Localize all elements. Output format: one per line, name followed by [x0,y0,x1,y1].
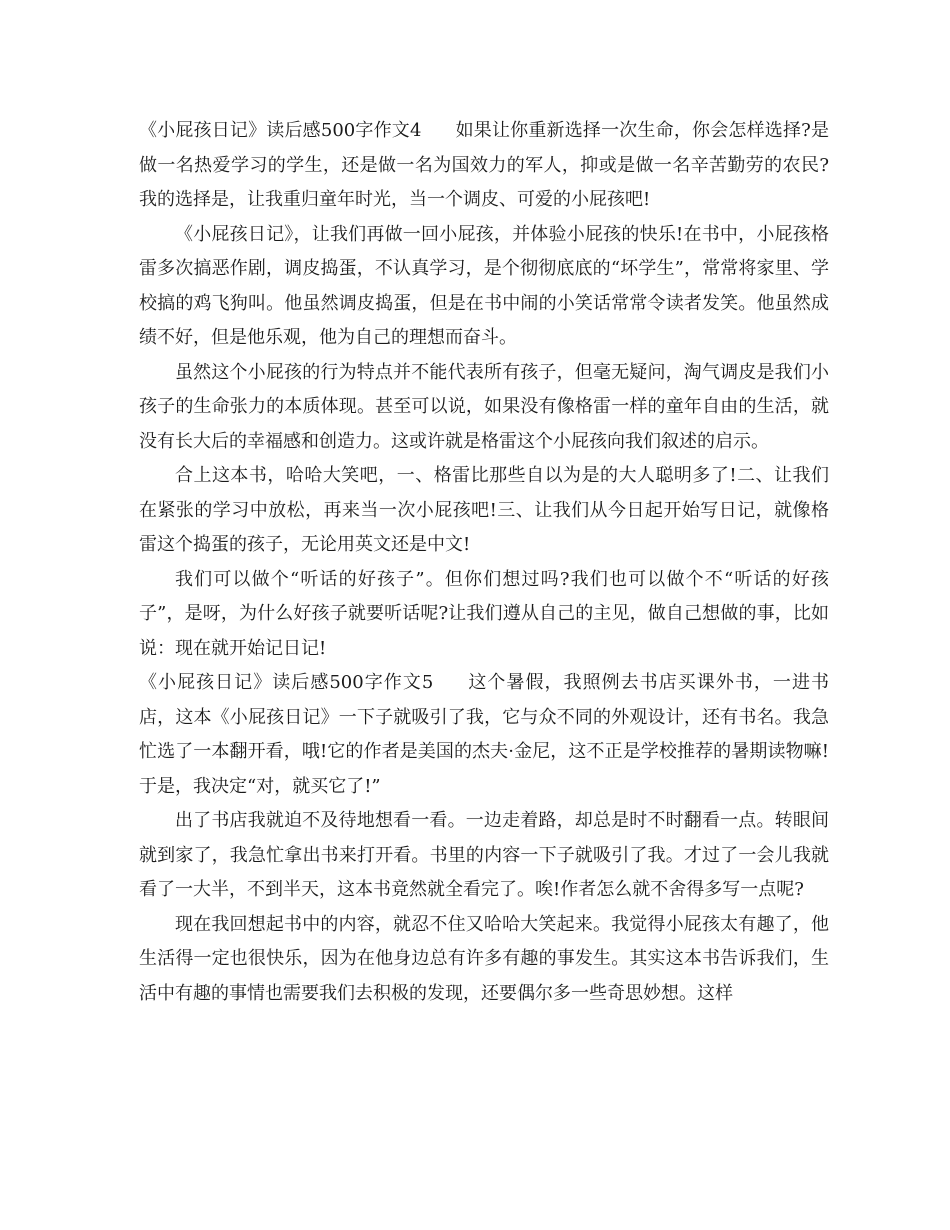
essay-4-heading: 《小屁孩日记》读后感500字作文4 [139,120,422,141]
essay-4-intro-paragraph [139,114,829,218]
essay-5-heading: 《小屁孩日记》读后感500字作文5 [139,672,434,693]
essay-4-paragraph-4: 我们可以做个“听话的好孩子”。但你们想过吗?我们也可以做个不“听话的好孩子”，是呀，为什么好孩子就要听话呢?让我们遵从自己的主见，做自己想做的事，比如说：现在就开始记日记! [139,568,829,659]
document-page [139,114,829,1011]
essay-5-intro-text: 这个暑假，我照例去书店买课外书，一进书店，这本《小屁孩日记》一下子就吸引了我，它与众不同的外观设计，还有书名。我急忙选了一本翻开看，哦!它的作者是美国的杰夫·金尼，这不正是学校推荐的暑期读物嘛!于是，我决定“对，就买它了!” [139,672,829,797]
essay-5-paragraph-1: 出了书店我就迫不及待地想看一看。一边走着路，却总是时不时翻看一点。转眼间就到家了，我急忙拿出书来打开看。书里的内容一下子就吸引了我。才过了一会儿我就看了一大半，不到半天，这本书竟然就全看完了。唉!作者怎么就不舍得多写一点呢? [139,810,829,900]
essay-4-paragraph-2: 虽然这个小屁孩的行为特点并不能代表所有孩子，但毫无疑问，淘气调皮是我们小孩子的生命张力的本质体现。甚至可以说，如果没有像格雷一样的童年自由的生活，就没有长大后的幸福感和创造力。这或许就是格雷这个小屁孩向我们叙述的启示。 [139,361,829,452]
essay-5-paragraph-2: 现在我回想起书中的内容，就忍不住又哈哈大笑起来。我觉得小屁孩太有趣了，他生活得一定也很快乐，因为在他身边总有许多有趣的事发生。其实这本书告诉我们，生活中有趣的事情也需要我们去积极的发现，还要偶尔多一些奇思妙想。这样 [139,913,829,1004]
essay-4-paragraph-3: 合上这本书，哈哈大笑吧，一、格雷比那些自以为是的大人聪明多了!二、让我们在紧张的学习中放松，再来当一次小屁孩吧!三、让我们从今日起开始写日记，就像格雷这个捣蛋的孩子，无论用英文还是中文! [139,465,829,555]
essay-5-intro-paragraph [139,666,829,804]
essay-4-paragraph-1: 《小屁孩日记》，让我们再做一回小屁孩，并体验小屁孩的快乐!在书中，小屁孩格雷多次搞恶作剧，调皮捣蛋，不认真学习，是个彻彻底底的“坏学生”，常常将家里、学校搞的鸡飞狗叫。他虽然调皮捣蛋，但是在书中闹的小笑话常常令读者发笑。他虽然成绩不好，但是他乐观，他为自己的理想而奋斗。 [139,223,829,348]
essay-4-intro-text: 如果让你重新选择一次生命，你会怎样选择?是做一名热爱学习的学生，还是做一名为国效力的军人，抑或是做一名辛苦勤劳的农民?我的选择是，让我重归童年时光，当一个调皮、可爱的小屁孩吧! [139,120,829,210]
